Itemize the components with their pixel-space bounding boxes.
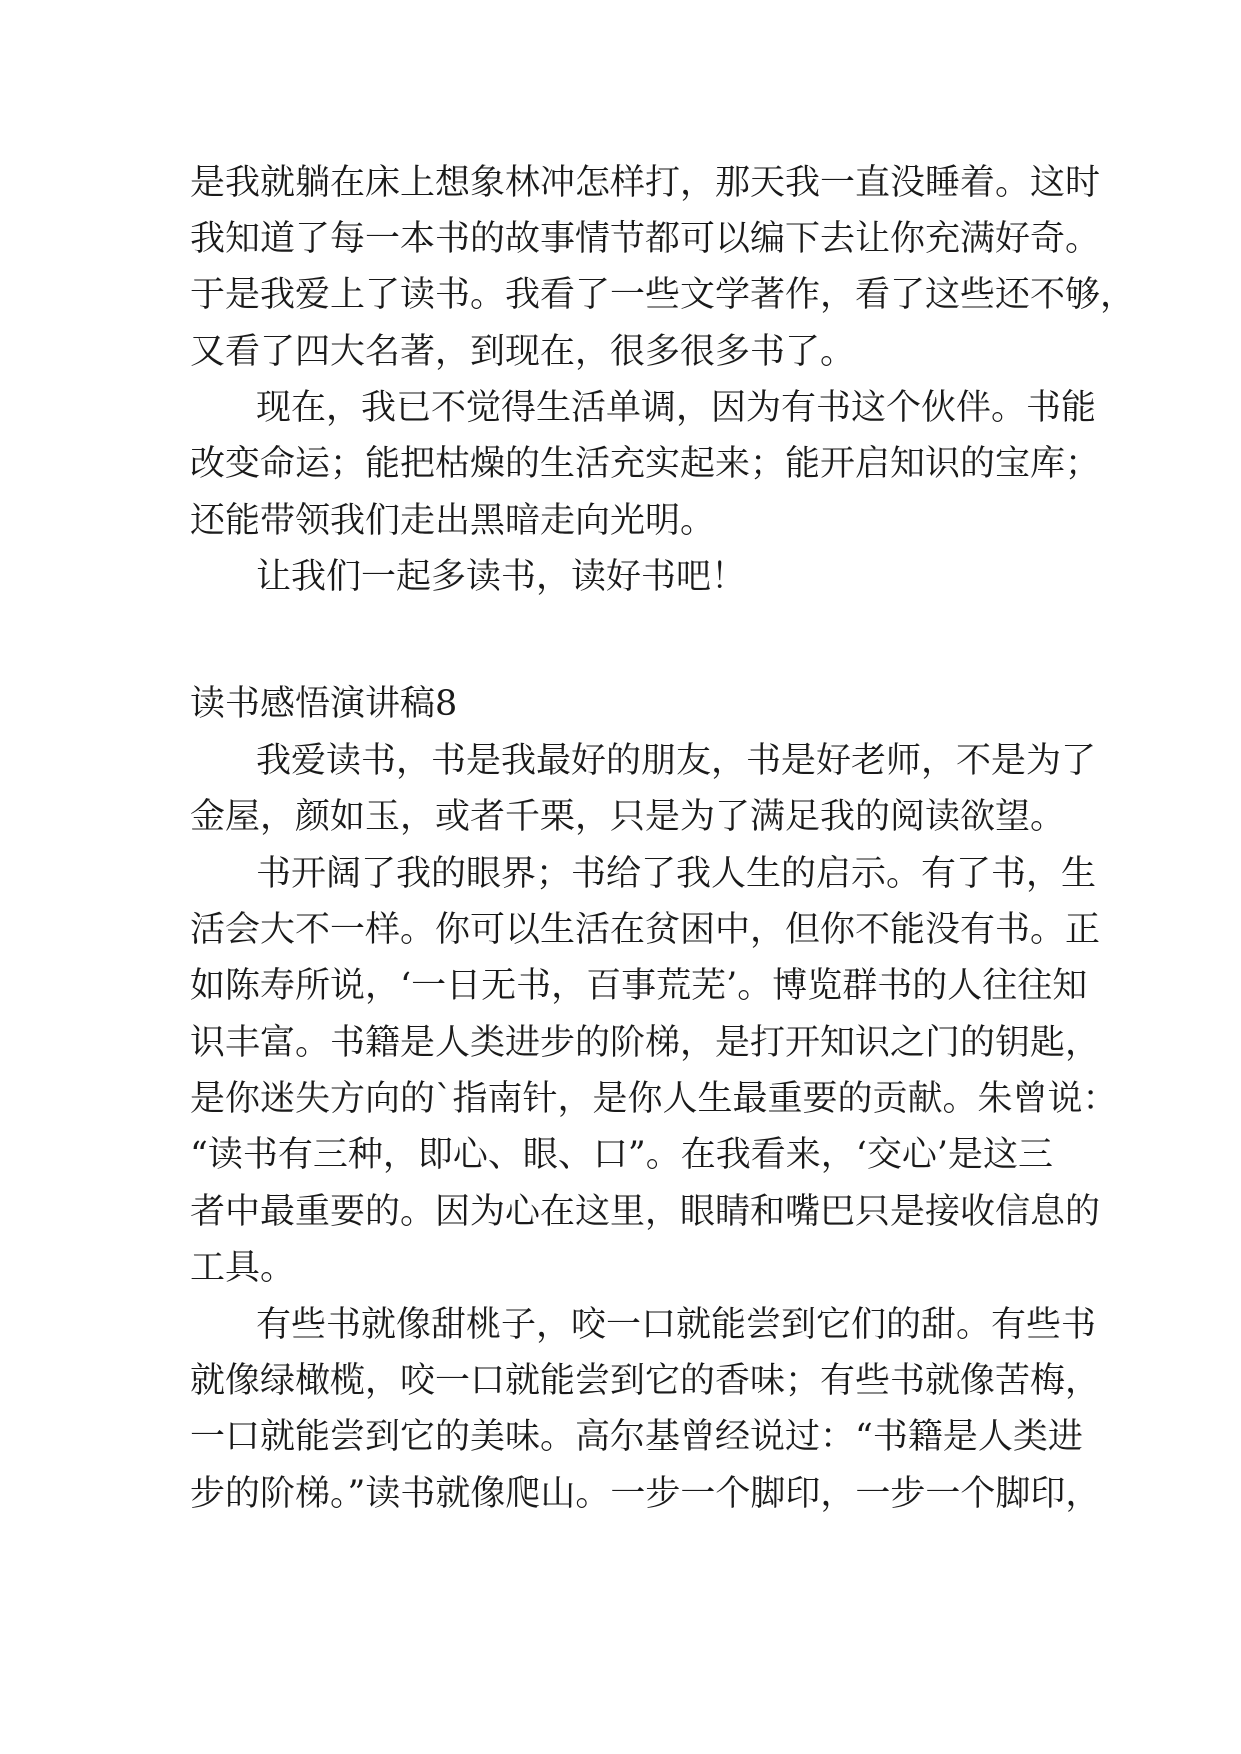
paragraph-line: 步的阶梯。”读书就像爬山。一步一个脚印，一步一个脚印， (190, 1474, 1101, 1514)
paragraph-line: 改变命运；能把枯燥的生活充实起来；能开启知识的宝库； (190, 444, 1101, 484)
paragraph-line: 又看了四大名著，到现在，很多很多书了。 (190, 332, 856, 372)
paragraph-line: “读书有三种，即心、眼、口”。在我看来，‘交心’是这三 (190, 1135, 1054, 1175)
paragraph-line: 还能带领我们走出黑暗走向光明。 (190, 501, 716, 541)
paragraph-line: 我爱读书，书是我最好的朋友，书是好老师，不是为了 (256, 741, 1097, 781)
paragraph-line: 就像绿橄榄，咬一口就能尝到它的香味；有些书就像苦梅， (190, 1361, 1101, 1401)
paragraph-line: 是你迷失方向的`指南针，是你人生最重要的贡献。朱曾说： (190, 1079, 1118, 1119)
paragraph-line: 书开阔了我的眼界；书给了我人生的启示。有了书，生 (256, 854, 1097, 894)
paragraph-line: 于是我爱上了读书。我看了一些文学著作，看了这些还不够， (190, 275, 1136, 315)
paragraph-line: 是我就躺在床上想象林冲怎样打，那天我一直没睡着。这时 (190, 163, 1101, 203)
paragraph-line: 有些书就像甜桃子，咬一口就能尝到它们的甜。有些书 (256, 1305, 1097, 1345)
section-title: 读书感悟演讲稿8 (190, 684, 458, 724)
paragraph-line: 识丰富。书籍是人类进步的阶梯，是打开知识之门的钥匙， (190, 1023, 1101, 1063)
paragraph-line: 者中最重要的。因为心在这里，眼睛和嘴巴只是接收信息的 (190, 1192, 1101, 1232)
paragraph-line: 如陈寿所说，‘一日无书，百事荒芜’。博览群书的人往往知 (190, 966, 1088, 1006)
paragraph-line: 活会大不一样。你可以生活在贫困中，但你不能没有书。正 (190, 910, 1101, 950)
paragraph-line: 金屋，颜如玉，或者千栗，只是为了满足我的阅读欲望。 (190, 797, 1066, 837)
paragraph-line: 工具。 (190, 1248, 296, 1288)
paragraph-line: 我知道了每一本书的故事情节都可以编下去让你充满好奇。 (190, 219, 1101, 259)
paragraph-line: 现在，我已不觉得生活单调，因为有书这个伙伴。书能 (256, 388, 1097, 428)
paragraph-line: 让我们一起多读书，读好书吧！ (256, 557, 747, 597)
paragraph-line: 一口就能尝到它的美味。高尔基曾经说过：“书籍是人类进 (190, 1417, 1083, 1457)
